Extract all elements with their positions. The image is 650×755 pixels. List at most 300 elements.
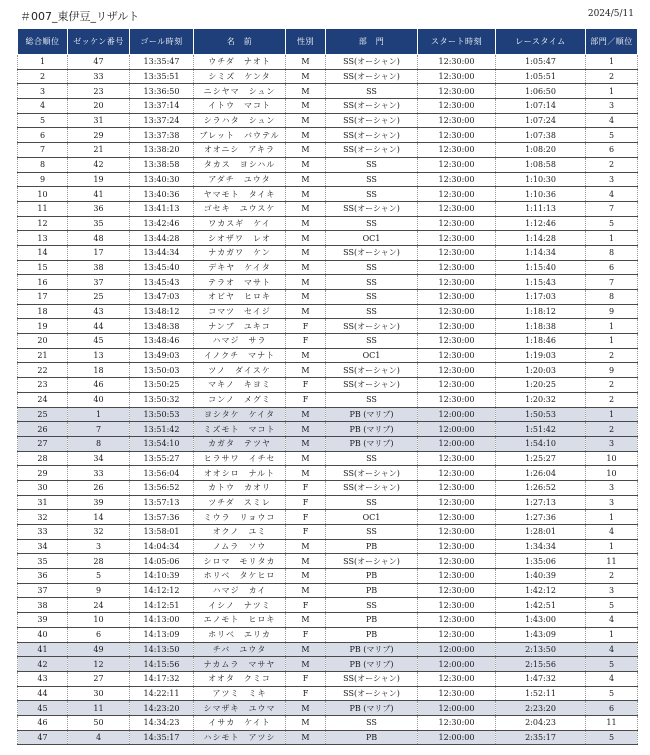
cell-overall-rank: 39 bbox=[18, 613, 68, 628]
cell-goal-time: 13:54:10 bbox=[130, 436, 194, 451]
cell-category: SS(オーシャン) bbox=[326, 245, 418, 260]
cell-category-rank: 7 bbox=[586, 275, 638, 290]
cell-sex: M bbox=[286, 201, 326, 216]
cell-race-time: 1:26:52 bbox=[496, 480, 586, 495]
table-header-row bbox=[18, 29, 638, 55]
cell-race-time: 1:51:42 bbox=[496, 422, 586, 437]
cell-race-time: 1:11:13 bbox=[496, 201, 586, 216]
cell-bib-number: 19 bbox=[68, 172, 130, 187]
cell-start-time: 12:30:00 bbox=[418, 201, 496, 216]
cell-race-time: 1:05:51 bbox=[496, 69, 586, 84]
cell-category-rank: 4 bbox=[586, 187, 638, 202]
cell-overall-rank: 2 bbox=[18, 69, 68, 84]
cell-start-time: 12:30:00 bbox=[418, 113, 496, 128]
cell-bib-number: 50 bbox=[68, 715, 130, 730]
cell-name: ウチダ ナオト bbox=[194, 55, 286, 70]
table-row bbox=[18, 378, 638, 393]
cell-sex: M bbox=[286, 172, 326, 187]
cell-category-rank: 10 bbox=[586, 466, 638, 481]
cell-bib-number: 8 bbox=[68, 436, 130, 451]
cell-start-time: 12:30:00 bbox=[418, 216, 496, 231]
cell-bib-number: 7 bbox=[68, 422, 130, 437]
cell-overall-rank: 10 bbox=[18, 187, 68, 202]
cell-category-rank: 4 bbox=[586, 613, 638, 628]
cell-category: SS bbox=[326, 187, 418, 202]
cell-race-time: 2:15:56 bbox=[496, 657, 586, 672]
cell-category: PB bbox=[326, 730, 418, 745]
cell-race-time: 1:42:51 bbox=[496, 598, 586, 613]
cell-bib-number: 18 bbox=[68, 363, 130, 378]
cell-category-rank: 2 bbox=[586, 378, 638, 393]
table-row bbox=[18, 480, 638, 495]
cell-bib-number: 9 bbox=[68, 583, 130, 598]
cell-name: イトウ マコト bbox=[194, 99, 286, 114]
cell-goal-time: 14:12:12 bbox=[130, 583, 194, 598]
cell-sex: M bbox=[286, 304, 326, 319]
table-row bbox=[18, 422, 638, 437]
cell-start-time: 12:30:00 bbox=[418, 172, 496, 187]
cell-name: ノムラ ソウ bbox=[194, 539, 286, 554]
table-row bbox=[18, 260, 638, 275]
cell-category-rank: 3 bbox=[586, 583, 638, 598]
cell-goal-time: 13:35:51 bbox=[130, 69, 194, 84]
cell-name: オオシロ ナルト bbox=[194, 466, 286, 481]
cell-goal-time: 13:36:50 bbox=[130, 84, 194, 99]
cell-category-rank: 1 bbox=[586, 231, 638, 246]
cell-race-time: 1:10:30 bbox=[496, 172, 586, 187]
cell-category: SS bbox=[326, 157, 418, 172]
cell-name: ハシモト アツシ bbox=[194, 730, 286, 745]
table-row bbox=[18, 99, 638, 114]
cell-category: SS bbox=[326, 216, 418, 231]
cell-start-time: 12:30:00 bbox=[418, 363, 496, 378]
cell-category-rank: 1 bbox=[586, 627, 638, 642]
cell-goal-time: 13:56:04 bbox=[130, 466, 194, 481]
cell-goal-time: 14:12:51 bbox=[130, 598, 194, 613]
cell-category: OC1 bbox=[326, 231, 418, 246]
cell-race-time: 1:07:14 bbox=[496, 99, 586, 114]
table-row bbox=[18, 334, 638, 349]
table-row bbox=[18, 598, 638, 613]
cell-start-time: 12:30:00 bbox=[418, 525, 496, 540]
cell-name: シロマ モリタカ bbox=[194, 554, 286, 569]
cell-race-time: 2:35:17 bbox=[496, 730, 586, 745]
cell-name: ナカムラ マサヤ bbox=[194, 657, 286, 672]
cell-bib-number: 34 bbox=[68, 451, 130, 466]
cell-overall-rank: 46 bbox=[18, 715, 68, 730]
report-date: 2024/5/11 bbox=[587, 9, 634, 19]
cell-overall-rank: 42 bbox=[18, 657, 68, 672]
table-row bbox=[18, 392, 638, 407]
col-start-time: スタート時刻 bbox=[418, 29, 496, 55]
cell-overall-rank: 13 bbox=[18, 231, 68, 246]
cell-name: ニシヤマ シュン bbox=[194, 84, 286, 99]
cell-race-time: 1:14:28 bbox=[496, 231, 586, 246]
cell-goal-time: 13:37:14 bbox=[130, 99, 194, 114]
cell-race-time: 1:43:00 bbox=[496, 613, 586, 628]
cell-category-rank: 4 bbox=[586, 642, 638, 657]
cell-category: PB bbox=[326, 627, 418, 642]
cell-start-time: 12:30:00 bbox=[418, 55, 496, 70]
cell-bib-number: 35 bbox=[68, 216, 130, 231]
cell-race-time: 1:07:24 bbox=[496, 113, 586, 128]
cell-race-time: 1:07:38 bbox=[496, 128, 586, 143]
cell-category-rank: 9 bbox=[586, 363, 638, 378]
cell-race-time: 1:28:01 bbox=[496, 525, 586, 540]
cell-overall-rank: 6 bbox=[18, 128, 68, 143]
cell-category-rank: 5 bbox=[586, 730, 638, 745]
cell-category: PB bbox=[326, 583, 418, 598]
cell-overall-rank: 18 bbox=[18, 304, 68, 319]
cell-overall-rank: 44 bbox=[18, 686, 68, 701]
cell-start-time: 12:30:00 bbox=[418, 348, 496, 363]
cell-overall-rank: 35 bbox=[18, 554, 68, 569]
cell-category: SS(オーシャン) bbox=[326, 554, 418, 569]
cell-overall-rank: 33 bbox=[18, 525, 68, 540]
cell-sex: M bbox=[286, 715, 326, 730]
cell-bib-number: 45 bbox=[68, 334, 130, 349]
cell-category: OC1 bbox=[326, 348, 418, 363]
cell-name: ツノ ダイスケ bbox=[194, 363, 286, 378]
cell-sex: F bbox=[286, 378, 326, 393]
cell-race-time: 1:34:34 bbox=[496, 539, 586, 554]
cell-overall-rank: 26 bbox=[18, 422, 68, 437]
table-row bbox=[18, 642, 638, 657]
cell-category: SS bbox=[326, 525, 418, 540]
cell-overall-rank: 28 bbox=[18, 451, 68, 466]
cell-race-time: 1:52:11 bbox=[496, 686, 586, 701]
cell-race-time: 1:27:36 bbox=[496, 510, 586, 525]
cell-sex: M bbox=[286, 436, 326, 451]
cell-sex: M bbox=[286, 113, 326, 128]
cell-overall-rank: 29 bbox=[18, 466, 68, 481]
cell-overall-rank: 14 bbox=[18, 245, 68, 260]
cell-category: SS bbox=[326, 290, 418, 305]
cell-race-time: 1:05:47 bbox=[496, 55, 586, 70]
cell-sex: M bbox=[286, 55, 326, 70]
cell-category-rank: 4 bbox=[586, 113, 638, 128]
cell-category: PB (マリブ) bbox=[326, 407, 418, 422]
cell-category: SS(オーシャン) bbox=[326, 319, 418, 334]
cell-name: アダチ ユウタ bbox=[194, 172, 286, 187]
col-sex: 性別 bbox=[286, 29, 326, 55]
table-row bbox=[18, 657, 638, 672]
cell-sex: M bbox=[286, 216, 326, 231]
cell-bib-number: 32 bbox=[68, 525, 130, 540]
cell-category: SS bbox=[326, 451, 418, 466]
cell-overall-rank: 47 bbox=[18, 730, 68, 745]
cell-sex: F bbox=[286, 319, 326, 334]
cell-sex: M bbox=[286, 275, 326, 290]
cell-race-time: 1:20:32 bbox=[496, 392, 586, 407]
page-header bbox=[10, 0, 640, 24]
table-row bbox=[18, 583, 638, 598]
cell-start-time: 12:00:00 bbox=[418, 422, 496, 437]
cell-race-time: 1:15:43 bbox=[496, 275, 586, 290]
cell-bib-number: 3 bbox=[68, 539, 130, 554]
cell-bib-number: 14 bbox=[68, 510, 130, 525]
cell-goal-time: 13:50:03 bbox=[130, 363, 194, 378]
cell-category-rank: 3 bbox=[586, 480, 638, 495]
cell-category: PB bbox=[326, 613, 418, 628]
cell-name: チバ ユウタ bbox=[194, 642, 286, 657]
cell-goal-time: 13:40:30 bbox=[130, 172, 194, 187]
cell-bib-number: 33 bbox=[68, 69, 130, 84]
cell-category: SS(オーシャン) bbox=[326, 480, 418, 495]
cell-race-time: 1:20:03 bbox=[496, 363, 586, 378]
cell-category-rank: 2 bbox=[586, 392, 638, 407]
cell-race-time: 2:04:23 bbox=[496, 715, 586, 730]
cell-name: テラオ マサト bbox=[194, 275, 286, 290]
cell-goal-time: 13:48:38 bbox=[130, 319, 194, 334]
table-row bbox=[18, 348, 638, 363]
cell-category: SS(オーシャン) bbox=[326, 55, 418, 70]
cell-goal-time: 13:38:58 bbox=[130, 157, 194, 172]
cell-name: ナンブ ユキコ bbox=[194, 319, 286, 334]
cell-sex: M bbox=[286, 69, 326, 84]
cell-sex: F bbox=[286, 480, 326, 495]
cell-bib-number: 31 bbox=[68, 113, 130, 128]
cell-name: ホリベ タケヒロ bbox=[194, 569, 286, 584]
cell-category-rank: 6 bbox=[586, 260, 638, 275]
cell-category: SS bbox=[326, 84, 418, 99]
table-row bbox=[18, 55, 638, 70]
cell-bib-number: 27 bbox=[68, 671, 130, 686]
table-row bbox=[18, 231, 638, 246]
cell-goal-time: 13:50:32 bbox=[130, 392, 194, 407]
cell-sex: M bbox=[286, 569, 326, 584]
cell-race-time: 1:50:53 bbox=[496, 407, 586, 422]
cell-race-time: 2:13:50 bbox=[496, 642, 586, 657]
cell-name: ミズモト マコト bbox=[194, 422, 286, 437]
cell-start-time: 12:30:00 bbox=[418, 686, 496, 701]
table-row bbox=[18, 730, 638, 745]
cell-sex: F bbox=[286, 334, 326, 349]
cell-start-time: 12:30:00 bbox=[418, 583, 496, 598]
cell-goal-time: 13:55:27 bbox=[130, 451, 194, 466]
table-row bbox=[18, 216, 638, 231]
cell-category-rank: 3 bbox=[586, 436, 638, 451]
cell-overall-rank: 1 bbox=[18, 55, 68, 70]
cell-bib-number: 38 bbox=[68, 260, 130, 275]
cell-sex: M bbox=[286, 245, 326, 260]
cell-overall-rank: 20 bbox=[18, 334, 68, 349]
col-bib-number: ゼッケン番号 bbox=[68, 29, 130, 55]
cell-overall-rank: 8 bbox=[18, 157, 68, 172]
cell-start-time: 12:30:00 bbox=[418, 319, 496, 334]
cell-start-time: 12:30:00 bbox=[418, 157, 496, 172]
cell-overall-rank: 32 bbox=[18, 510, 68, 525]
results-body bbox=[18, 55, 638, 745]
table-row bbox=[18, 436, 638, 451]
cell-goal-time: 14:13:50 bbox=[130, 642, 194, 657]
cell-bib-number: 42 bbox=[68, 157, 130, 172]
cell-sex: M bbox=[286, 157, 326, 172]
cell-sex: M bbox=[286, 583, 326, 598]
cell-start-time: 12:30:00 bbox=[418, 480, 496, 495]
cell-bib-number: 23 bbox=[68, 84, 130, 99]
cell-category-rank: 2 bbox=[586, 69, 638, 84]
cell-race-time: 1:14:34 bbox=[496, 245, 586, 260]
cell-start-time: 12:30:00 bbox=[418, 539, 496, 554]
cell-goal-time: 14:13:00 bbox=[130, 613, 194, 628]
cell-name: マキノ キヨミ bbox=[194, 378, 286, 393]
cell-goal-time: 13:56:52 bbox=[130, 480, 194, 495]
cell-overall-rank: 40 bbox=[18, 627, 68, 642]
cell-category: SS(オーシャン) bbox=[326, 363, 418, 378]
table-row bbox=[18, 290, 638, 305]
cell-bib-number: 49 bbox=[68, 642, 130, 657]
cell-overall-rank: 21 bbox=[18, 348, 68, 363]
cell-category-rank: 8 bbox=[586, 290, 638, 305]
table-row bbox=[18, 451, 638, 466]
cell-start-time: 12:30:00 bbox=[418, 99, 496, 114]
cell-name: ミウラ リョウコ bbox=[194, 510, 286, 525]
cell-category-rank: 3 bbox=[586, 99, 638, 114]
cell-category: SS(オーシャン) bbox=[326, 69, 418, 84]
table-row bbox=[18, 245, 638, 260]
cell-overall-rank: 27 bbox=[18, 436, 68, 451]
cell-category-rank: 1 bbox=[586, 407, 638, 422]
cell-category-rank: 1 bbox=[586, 539, 638, 554]
cell-bib-number: 5 bbox=[68, 569, 130, 584]
cell-goal-time: 14:15:56 bbox=[130, 657, 194, 672]
table-row bbox=[18, 525, 638, 540]
cell-category: PB (マリブ) bbox=[326, 657, 418, 672]
cell-race-time: 1:25:27 bbox=[496, 451, 586, 466]
cell-sex: M bbox=[286, 451, 326, 466]
cell-start-time: 12:30:00 bbox=[418, 613, 496, 628]
cell-sex: M bbox=[286, 128, 326, 143]
cell-category-rank: 1 bbox=[586, 319, 638, 334]
page-title: ＃007_東伊豆_リザルト bbox=[20, 10, 140, 23]
cell-bib-number: 39 bbox=[68, 495, 130, 510]
cell-race-time: 1:15:40 bbox=[496, 260, 586, 275]
table-row bbox=[18, 539, 638, 554]
cell-category-rank: 10 bbox=[586, 451, 638, 466]
cell-bib-number: 25 bbox=[68, 290, 130, 305]
cell-race-time: 1:20:25 bbox=[496, 378, 586, 393]
cell-race-time: 1:19:03 bbox=[496, 348, 586, 363]
cell-start-time: 12:30:00 bbox=[418, 569, 496, 584]
cell-category: PB bbox=[326, 569, 418, 584]
cell-race-time: 1:42:12 bbox=[496, 583, 586, 598]
cell-overall-rank: 43 bbox=[18, 671, 68, 686]
cell-category: SS(オーシャン) bbox=[326, 143, 418, 158]
cell-race-time: 2:23:20 bbox=[496, 701, 586, 716]
cell-category: SS(オーシャン) bbox=[326, 686, 418, 701]
cell-overall-rank: 34 bbox=[18, 539, 68, 554]
cell-start-time: 12:00:00 bbox=[418, 407, 496, 422]
cell-name: ワカスギ ケイ bbox=[194, 216, 286, 231]
table-row bbox=[18, 495, 638, 510]
cell-start-time: 12:30:00 bbox=[418, 69, 496, 84]
cell-goal-time: 13:44:28 bbox=[130, 231, 194, 246]
cell-overall-rank: 30 bbox=[18, 480, 68, 495]
cell-bib-number: 21 bbox=[68, 143, 130, 158]
table-row bbox=[18, 113, 638, 128]
cell-category-rank: 5 bbox=[586, 598, 638, 613]
cell-category: SS bbox=[326, 715, 418, 730]
cell-goal-time: 13:37:38 bbox=[130, 128, 194, 143]
cell-category: SS bbox=[326, 260, 418, 275]
cell-start-time: 12:30:00 bbox=[418, 466, 496, 481]
cell-race-time: 1:47:32 bbox=[496, 671, 586, 686]
cell-category: SS bbox=[326, 275, 418, 290]
cell-name: タカス ヨシハル bbox=[194, 157, 286, 172]
cell-name: ホリベ エリカ bbox=[194, 627, 286, 642]
cell-name: カトウ カオリ bbox=[194, 480, 286, 495]
cell-category-rank: 6 bbox=[586, 701, 638, 716]
cell-goal-time: 14:22:11 bbox=[130, 686, 194, 701]
cell-category-rank: 2 bbox=[586, 157, 638, 172]
cell-bib-number: 48 bbox=[68, 231, 130, 246]
cell-name: シラハタ シュン bbox=[194, 113, 286, 128]
cell-category-rank: 9 bbox=[586, 304, 638, 319]
cell-race-time: 1:26:04 bbox=[496, 466, 586, 481]
cell-start-time: 12:30:00 bbox=[418, 187, 496, 202]
cell-bib-number: 28 bbox=[68, 554, 130, 569]
cell-bib-number: 1 bbox=[68, 407, 130, 422]
cell-race-time: 1:18:46 bbox=[496, 334, 586, 349]
cell-goal-time: 14:13:09 bbox=[130, 627, 194, 642]
cell-goal-time: 13:41:13 bbox=[130, 201, 194, 216]
cell-name: オオタ クミコ bbox=[194, 671, 286, 686]
cell-goal-time: 14:34:23 bbox=[130, 715, 194, 730]
table-row bbox=[18, 407, 638, 422]
cell-goal-time: 13:57:13 bbox=[130, 495, 194, 510]
cell-category: SS(オーシャン) bbox=[326, 99, 418, 114]
cell-overall-rank: 36 bbox=[18, 569, 68, 584]
cell-race-time: 1:40:39 bbox=[496, 569, 586, 584]
table-row bbox=[18, 569, 638, 584]
cell-sex: F bbox=[286, 671, 326, 686]
cell-overall-rank: 15 bbox=[18, 260, 68, 275]
cell-name: コンノ メグミ bbox=[194, 392, 286, 407]
cell-category: PB (マリブ) bbox=[326, 436, 418, 451]
cell-name: シミズ ケンタ bbox=[194, 69, 286, 84]
results-table bbox=[17, 28, 638, 745]
cell-goal-time: 13:50:53 bbox=[130, 407, 194, 422]
cell-goal-time: 13:47:03 bbox=[130, 290, 194, 305]
cell-category-rank: 1 bbox=[586, 334, 638, 349]
cell-start-time: 12:30:00 bbox=[418, 627, 496, 642]
cell-overall-rank: 41 bbox=[18, 642, 68, 657]
cell-sex: M bbox=[286, 231, 326, 246]
cell-goal-time: 13:48:46 bbox=[130, 334, 194, 349]
cell-sex: M bbox=[286, 554, 326, 569]
cell-category-rank: 11 bbox=[586, 715, 638, 730]
cell-category-rank: 4 bbox=[586, 671, 638, 686]
cell-name: コマツ セイジ bbox=[194, 304, 286, 319]
cell-category: PB bbox=[326, 539, 418, 554]
cell-bib-number: 26 bbox=[68, 480, 130, 495]
table-row bbox=[18, 172, 638, 187]
cell-race-time: 1:43:09 bbox=[496, 627, 586, 642]
cell-goal-time: 13:48:12 bbox=[130, 304, 194, 319]
cell-start-time: 12:00:00 bbox=[418, 642, 496, 657]
cell-sex: M bbox=[286, 143, 326, 158]
cell-race-time: 1:08:20 bbox=[496, 143, 586, 158]
table-row bbox=[18, 128, 638, 143]
cell-category: SS(オーシャン) bbox=[326, 128, 418, 143]
table-row bbox=[18, 701, 638, 716]
cell-name: ツチダ スミレ bbox=[194, 495, 286, 510]
cell-overall-rank: 38 bbox=[18, 598, 68, 613]
cell-bib-number: 10 bbox=[68, 613, 130, 628]
cell-sex: F bbox=[286, 627, 326, 642]
cell-bib-number: 20 bbox=[68, 99, 130, 114]
